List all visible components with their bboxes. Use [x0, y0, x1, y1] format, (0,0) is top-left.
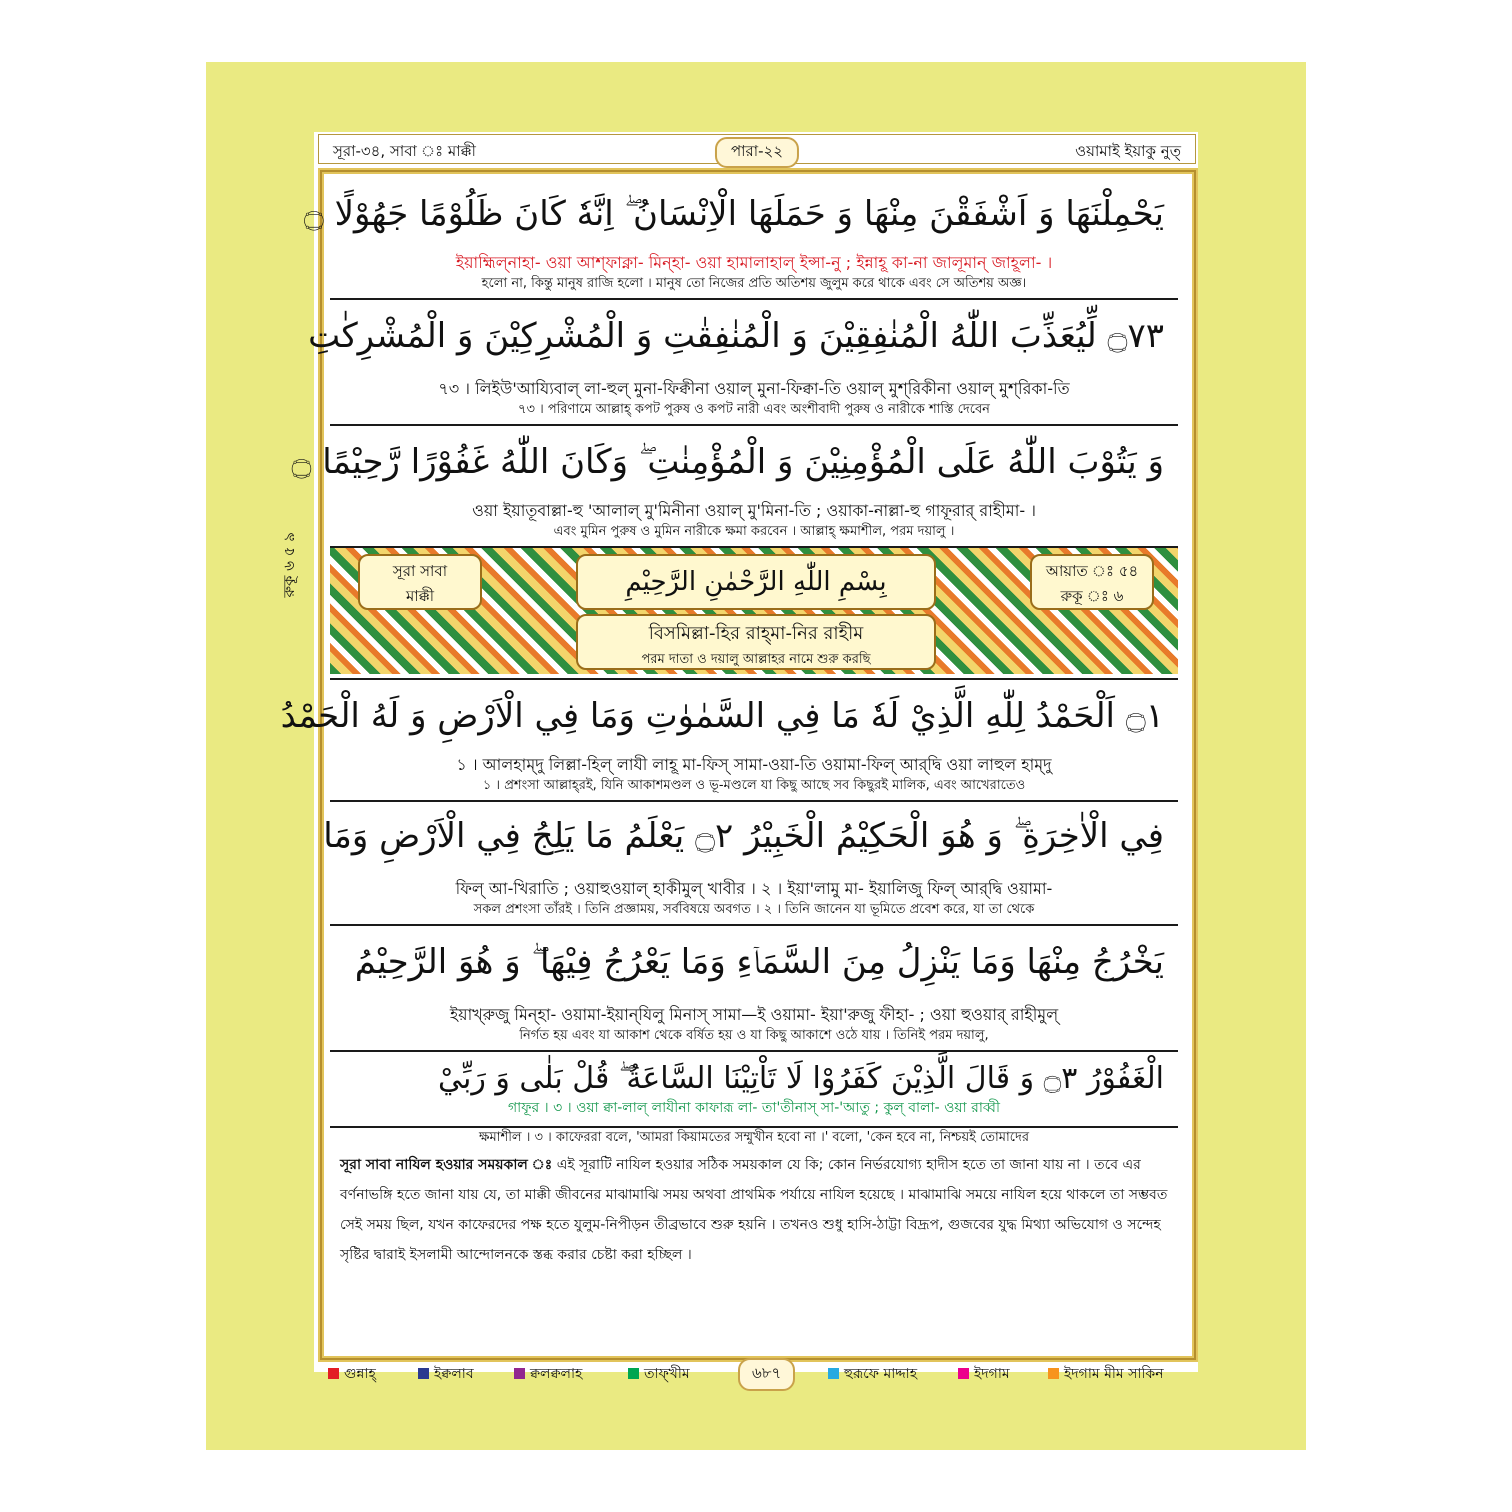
ayat-count: আয়াত ঃ ৫৪	[1045, 562, 1139, 580]
bismillah-meaning: পরম দাতা ও দয়ালু আল্লাহর নামে শুরু করছি	[641, 652, 871, 667]
transliteration: ওয়া ইয়াতূবাল্লা-হু 'আলাল্ মু'মিনীনা ওয়াল্ মু'মিনা-তি ; ওয়াকা-নাল্লা-হু গাফূরার্ রাহীমা- ।	[472, 501, 1036, 520]
transliteration: গাফূর । ৩ । ওয়া ক্বা-লাল্ লাযীনা কাফারূ লা- তা'তীনাস্ সা-'আতু ; কুল্ বালা- ওয়া রাব্বী	[508, 1100, 1000, 1116]
arabic-text: فِي الْاٰخِرَةِ ۖ وَ هُوَ الْحَكِيْمُ الْخَبِيْرُ ۝٢ يَعْلَمُ مَا يَلِجُ فِي الْاَرْضِ وَمَا	[323, 816, 1164, 856]
meaning: নির্গত হয় এবং যা আকাশ থেকে বর্ষিত হয় ও যা কিছু আকাশে ওঠে যায় । তিনিই পরম দয়ালু,	[519, 1028, 989, 1043]
meaning: এবং মুমিন পুরুষ ও মুমিন নারীকে ক্ষমা করবেন । আল্লাহ্‌ ক্ষমাশীল, পরম দয়ালু ।	[553, 524, 955, 539]
revelation-note	[330, 1150, 1178, 1270]
verse-block	[330, 926, 1178, 1052]
arabic-text: الْغَفُوْرُ ۝٣ وَ قَالَ الَّذِيْنَ كَفَرُوْا لَا تَاْتِيْنَا السَّاعَةُ ۖ قُلْ بَلٰى وَ رَبِّيْ	[438, 1061, 1164, 1096]
legend-label: ইক্বলাব	[434, 1366, 474, 1382]
header-para: পারা-২২	[715, 137, 799, 168]
transliteration: ৭৩ । লিইউ'আয্যিবাল্ লা-হুল্ মুনা-ফিক্বীনা ওয়াল্ মুনা-ফিক্বা-তি ওয়াল্ মুশ্‌রিকীনা ওয়াল্ মুশ্‌রিকা-তি	[438, 379, 1070, 398]
meaning: হলো না, কিন্তু মানুষ রাজি হলো । মানুষ তো নিজের প্রতি অতিশয় জুলুম করে থাকে এবং সে অতিশয় অজ্ঞ।	[481, 276, 1027, 291]
arabic-text: ۝٧٣ لِّيُعَذِّبَ اللّٰهُ الْمُنٰفِقِيْنَ وَ الْمُنٰفِقٰتِ وَ الْمُشْرِكِيْنَ وَ الْمُشْرِكٰتِ	[308, 316, 1164, 356]
verse-block	[308, 300, 1178, 426]
arabic-text: ۝١ اَلْحَمْدُ لِلّٰهِ الَّذِيْ لَهٗ مَا فِي السَّمٰوٰتِ وَمَا فِي الْاَرْضِ وَ لَهُ الْحَمْدُ	[280, 696, 1164, 736]
arabic-text: يَخْرُجُ مِنْهَا وَمَا يَنْزِلُ مِنَ السَّمَاۤءِ وَمَا يَعْرُجُ فِيْهَا ۖ وَ هُوَ الرَّحِيْمُ	[354, 942, 1164, 982]
verse-block	[291, 426, 1178, 548]
surah-name: সূরা সাবা	[392, 562, 448, 580]
tajweed-legend	[318, 1358, 1194, 1388]
legend-label: ইদগাম মীম সাকিন	[1064, 1366, 1164, 1382]
transliteration: ইয়াখ্‌রুজু মিন্‌হা- ওয়ামা-ইয়ান্‌যিলু মিনাস্ সামা—ই ওয়ামা- ইয়া'রুজু ফীহা- ; ওয়া হুওয়ার্ রাহীমুল্	[449, 1005, 1059, 1024]
verse-block	[323, 800, 1178, 926]
surah-name-box	[358, 554, 482, 610]
arabic-text: يَحْمِلْنَهَا وَ اَشْفَقْنَ مِنْهَا وَ حَمَلَهَا الْاِنْسَانُ ۖ اِنَّهٗ كَانَ ظَلُوْمًا جَهُوْلًا ۝	[303, 194, 1164, 234]
legend-swatch	[328, 1368, 339, 1379]
legend-swatch	[418, 1368, 429, 1379]
verse-block	[280, 678, 1178, 802]
verse-block	[303, 178, 1178, 300]
legend-label: গুন্নাহ্	[344, 1366, 376, 1382]
bismillah-transliteration: বিসমিল্লা-হির রাহ্‌মা-নির রাহীম	[648, 623, 864, 644]
legend-item	[514, 1362, 582, 1386]
legend-swatch	[514, 1368, 525, 1379]
transliteration: ১ । আলহাম্‌দু লিল্লা-হিল্ লাযী লাহূ মা-ফিস্ সামা-ওয়া-তি ওয়ামা-ফিল্ আর্‌দ্বি ওয়া লাহুল হাম্‌দু	[456, 755, 1052, 774]
legend-label: হুরূফে মাদ্দাহ	[844, 1366, 918, 1382]
legend-swatch	[828, 1368, 839, 1379]
page-background	[206, 62, 1306, 1450]
legend-item	[418, 1362, 474, 1386]
note-body: এই সূরাটি নাযিল হওয়ার সঠিক সময়কাল যে কি; কোন নির্ভরযোগ্য হাদীস হতে তা জানা যায় না । তবে এর বর্ণনাভঙ্গি হতে জানা যায় যে, তা মাক্কী জীবনের মাঝামাঝি সময় অথবা প্রাথমিক পর্যায়ে নাযিল হয়েছে । মাঝামাঝি সময়ে নাযিল হয়ে থাকলে তা সম্ভবত সেই সময় ছিল, যখন কাফেরদের পক্ষ হতে যুলুম-নিপীড়ন তীব্রভাবে শুরু হয়নি । তখনও শুধু হাসি-ঠাট্টা বিদ্রূপ, গুজবের যুদ্ধ মিথ্যা অভিযোগ ও সন্দেহ সৃষ্টির দ্বারাই ইসলামী আন্দোলনকে স্তব্ধ করার চেষ্টা করা হচ্ছিল ।	[340, 1157, 1168, 1263]
arabic-text: وَ يَتُوْبَ اللّٰهُ عَلَى الْمُؤْمِنِيْنَ وَ الْمُؤْمِنٰتِ ۖ وَكَانَ اللّٰهُ غَفُوْرًا رَّحِيْمًا ۝	[291, 442, 1164, 482]
legend-item	[958, 1362, 1010, 1386]
bismillah-arabic: بِسْمِ اللّٰهِ الرَّحْمٰنِ الرَّحِيْمِ	[576, 554, 936, 610]
ruku-side-note: রুকূ ৬ ৫ ৯	[280, 532, 298, 598]
meaning: ১ । প্রশংসা আল্লাহ্‌রই, যিনি আকাশমণ্ডল ও ভূ-মণ্ডলে যা কিছু আছে সব কিছুরই মালিক, এবং আখেরাতেও	[482, 778, 1026, 793]
legend-item	[328, 1362, 376, 1386]
legend-swatch	[1048, 1368, 1059, 1379]
surah-banner	[330, 548, 1178, 674]
surah-type: মাক্কী	[405, 587, 434, 605]
meaning: ৭৩ । পরিণামে আল্লাহ্‌ কপট পুরুষ ও কপট নারী এবং অংশীবাদী পুরুষ ও নারীকে শাস্তি দেবেন	[518, 402, 990, 417]
transliteration: ইয়াহ্মিল্নাহা- ওয়া আশ্ফাক্না- মিন্হা- ওয়া হামালাহাল্ ইন্সা-নু ; ইন্নাহূ কা-না জালূমান্ জাহূলা- ।	[455, 253, 1053, 272]
surah-info-box	[1030, 554, 1154, 610]
verse-block	[330, 1052, 1178, 1128]
legend-item	[828, 1362, 917, 1386]
legend-label: ক্বলক্বলাহ	[530, 1366, 583, 1382]
header-surah: সূরা-৩৪, সাবা ঃ মাক্কী	[333, 142, 476, 160]
meaning: ক্ষমাশীল । ৩ । কাফেররা বলে, 'আমরা কিয়ামতের সম্মুখীন হবো না ।' বলো, 'কেন হবে না, নিশ্চয়ই তোমাদের	[479, 1130, 1029, 1145]
legend-label: তাফ্‌খীম	[644, 1366, 690, 1382]
legend-item	[1048, 1362, 1164, 1386]
bismillah-translation-box	[576, 614, 936, 670]
legend-item	[628, 1362, 690, 1386]
header-first-words: ওয়ামাই ইয়াকু নুত্	[1075, 142, 1181, 160]
page-header	[318, 134, 1196, 164]
legend-swatch	[628, 1368, 639, 1379]
transliteration: ফিল্ আ-খিরাতি ; ওয়াহুওয়াল্ হাকীমুল্ খাবীর । ২ । ইয়া'লামু মা- ইয়ালিজু ফিল্ আর্‌দ্বি ওয়ামা-	[455, 879, 1053, 898]
page-number: ৬৮৭	[738, 1358, 795, 1391]
note-heading: সূরা সাবা নাযিল হওয়ার সময়কাল ঃ	[340, 1157, 553, 1173]
legend-label: ইদগাম	[974, 1366, 1010, 1382]
meaning: সকল প্রশংসা তাঁরই । তিনি প্রজ্ঞাময়, সর্ববিষয়ে অবগত । ২ । তিনি জানেন যা ভূমিতে প্রবেশ করে, যা তা থেকে	[473, 902, 1035, 917]
legend-swatch	[958, 1368, 969, 1379]
ruku-count: রুকূ ঃ ৬	[1060, 587, 1124, 605]
